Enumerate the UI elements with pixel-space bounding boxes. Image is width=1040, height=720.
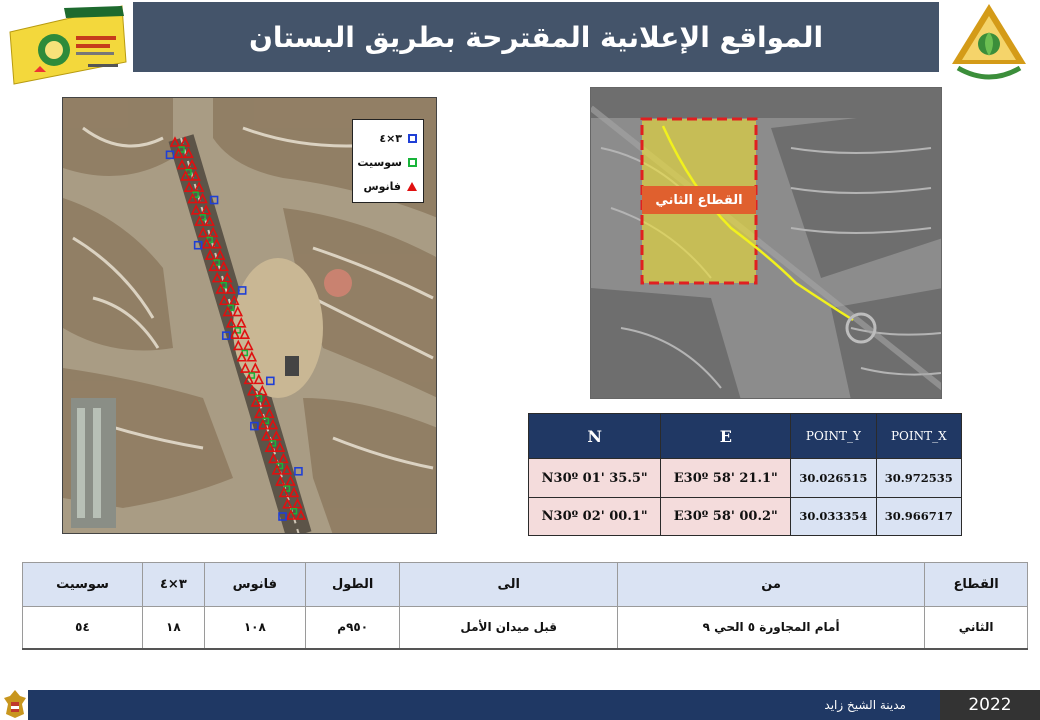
col-header-sector: القطاع [925,563,1028,607]
legend-label: ٣×٤ [379,131,402,145]
col-header-to: الى [400,563,618,607]
sector-info-table [22,562,1028,650]
cell-point-y: 30.033354 [791,497,876,535]
footer-city: مدينة الشيخ زايد [824,698,906,712]
table-row [23,607,1028,649]
cell-point-x: 30.966717 [876,497,961,535]
egypt-eagle-icon [2,688,28,720]
red-triangle-icon [407,182,417,191]
cell-to: قبل ميدان الأمل [400,607,618,649]
col-header-3x4: ٣×٤ [142,563,204,607]
col-header-lantern: فانوس [204,563,305,607]
legend-item-suset [359,150,417,174]
cell-point-y: 30.026515 [791,459,876,497]
cell-n: N30º 01' 35.5" [529,459,661,497]
cell-length: ٩٥٠م [305,607,400,649]
col-header-from: من [618,563,925,607]
col-header-suset: سوسيت [23,563,143,607]
info-header-row [23,563,1028,607]
cell-n: N30º 02' 00.1" [529,497,661,535]
map-legend [352,119,424,203]
legend-item-lantern [359,174,417,198]
col-header-e: E [661,414,791,459]
footer-bar [28,690,940,720]
legend-item-3x4 [359,126,417,150]
coordinates-header-row [529,414,962,459]
sector-overview-map[interactable] [590,87,942,399]
col-header-n: N [529,414,661,459]
cell-3x4: ١٨ [142,607,204,649]
table-row [529,459,962,497]
legend-label: سوسيت [357,155,402,169]
cell-suset: ٥٤ [23,607,143,649]
cell-e: E30º 58' 00.2" [661,497,791,535]
table-row [529,497,962,535]
cell-e: E30º 58' 21.1" [661,459,791,497]
urban-center-logo [944,2,1034,82]
cell-point-x: 30.972535 [876,459,961,497]
green-square-icon [408,158,417,167]
col-header-length: الطول [305,563,400,607]
advertising-unit-logo [4,2,128,90]
sector-label: القطاع الثاني [642,186,756,214]
title-bar [133,2,939,72]
page-title: المواقع الإعلانية المقترحة بطريق البستان [248,20,824,54]
cell-lantern: ١٠٨ [204,607,305,649]
footer-year: 2022 [940,690,1040,720]
coordinates-table [528,413,962,536]
legend-label: فانوس [363,179,401,193]
col-header-point-x: POINT_X [876,414,961,459]
blue-square-icon [408,134,417,143]
cell-from: أمام المجاورة ٥ الحي ٩ [618,607,925,649]
col-header-point-y: POINT_Y [791,414,876,459]
cell-sector: الثاني [925,607,1028,649]
